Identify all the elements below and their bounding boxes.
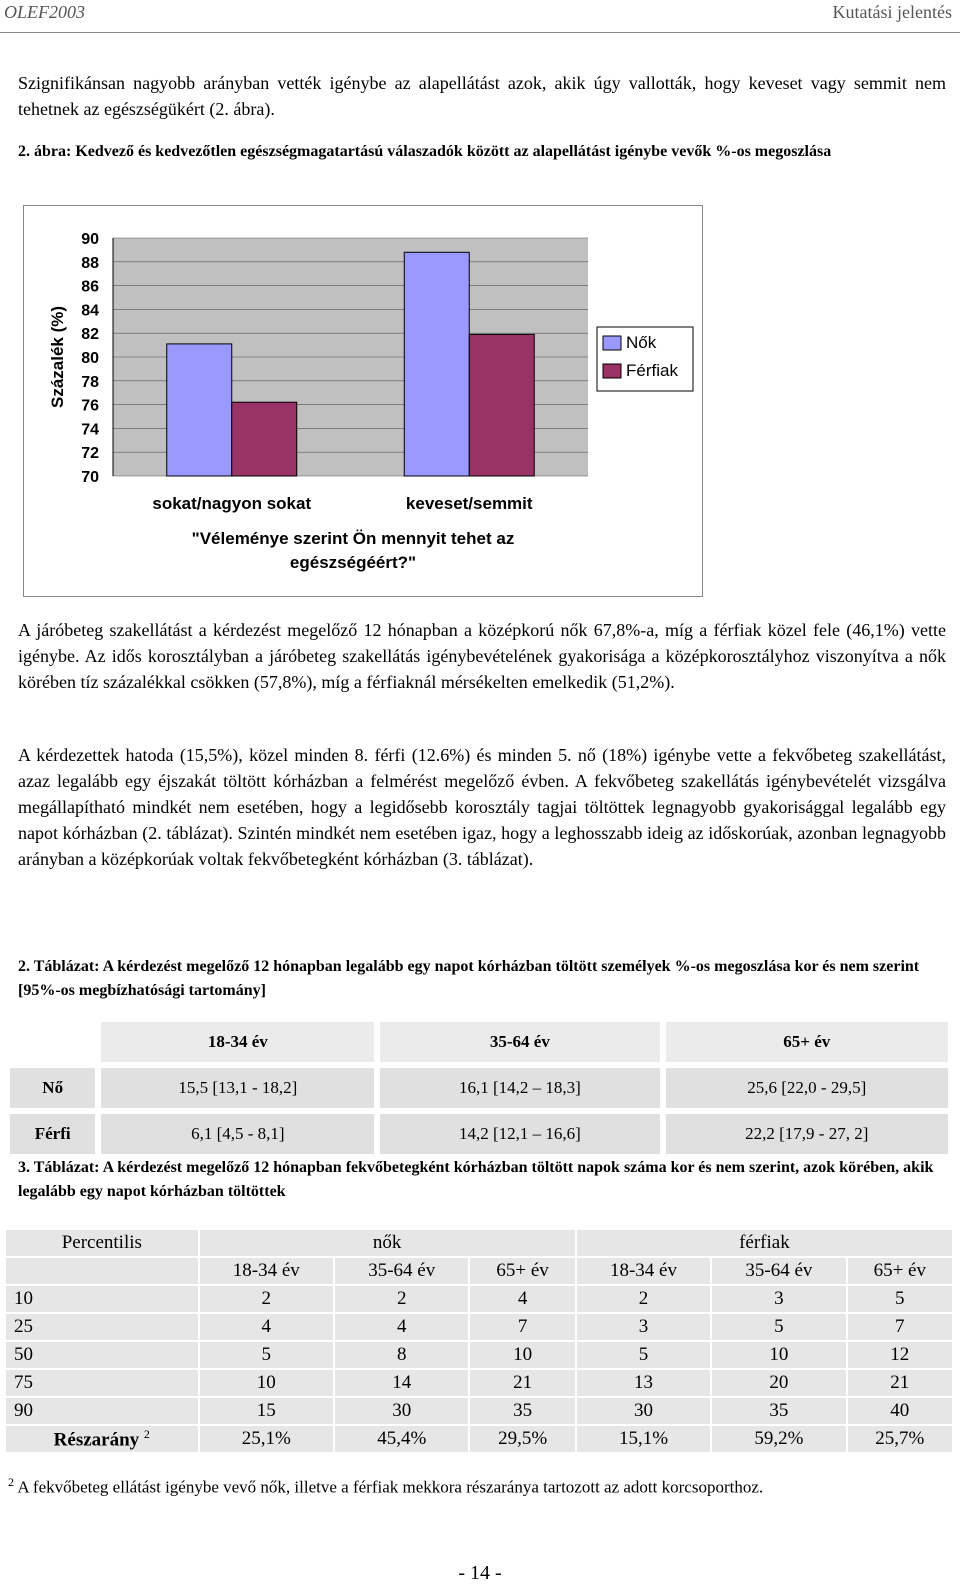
table-cell: 2 [200, 1286, 333, 1312]
table-cell: 15 [200, 1398, 333, 1424]
table-cell: 29,5% [470, 1426, 574, 1452]
footnote [8, 1475, 763, 1498]
table-cell: 10 [470, 1342, 574, 1368]
y-tick-label: 80 [81, 350, 99, 367]
paragraph-2: A kérdezettek hatoda (15,5%), közel minden 8. férfi (12.6%) és minden 5. nő (18%) igénybe vette a fekvőbeteg szakellátást, azaz legalább egy éjszakát töltött kórházban a felmérést megelőző évben. A fekvőbeteg szakellátás igénybevételét vizsgálva megállapítható mindkét nem esetében, hogy a legidősebb korosztály tagjai töltöttek legnagyobb gyakorisággal legalább egy napot kórházban (2. táblázat). Szintén mindkét nem esetében igaz, hogy a leghosszabb ideig az időskorúak, azonban legnagyobb arányban a középkorúak voltak fekvőbetegként kórházban (3. táblázat). [18, 745, 946, 869]
col-header: 65+ év [470, 1258, 574, 1284]
y-tick-label: 90 [81, 231, 99, 248]
x-category-label: sokat/nagyon sokat [152, 494, 312, 513]
table-cell: 2 [335, 1286, 468, 1312]
y-tick-label: 84 [81, 302, 99, 320]
row-label: 50 [6, 1342, 198, 1368]
table-row-share [6, 1426, 952, 1452]
legend [597, 327, 693, 391]
col-header: 65+ év [666, 1022, 948, 1062]
bar-ferfiak [232, 402, 297, 476]
table-corner [10, 1022, 95, 1062]
table-cell: 6,1 [4,5 - 8,1] [101, 1114, 374, 1154]
row-label: 25 [6, 1314, 198, 1340]
col-header: 18-34 év [577, 1258, 710, 1284]
table-cell: 15,5 [13,1 - 18,2] [101, 1068, 374, 1108]
paragraph-1: A járóbeteg szakellátást a kérdezést megelőző 12 hónapban a középkorú nők 67,8%-a, míg a férfiak közel fele (46,1%) vette igénybe. Az idős korosztályban a járóbeteg szakellátás igénybevételének gyakorisága a középkorosztályhoz viszonyítva a nők körében tíz százalékkal csökken (57,8%), míg a férfiaknál mérsékelten emelkedik (51,2%). [18, 620, 946, 692]
row-label: 10 [6, 1286, 198, 1312]
table-cell: 10 [200, 1370, 333, 1396]
table-cell: 21 [848, 1370, 952, 1396]
footnote-ref: 2 [143, 1426, 150, 1441]
table-row [6, 1398, 952, 1424]
table2-caption: 2. Táblázat: A kérdezést megelőző 12 hónapban legalább egy napot kórházban töltött személyek %-os megoszlása kor és nem szerint [95%-os megbízhatósági tartomány] [18, 958, 920, 999]
table-row [6, 1342, 952, 1368]
table-cell: 4 [200, 1314, 333, 1340]
table-cell: 14 [335, 1370, 468, 1396]
table-3 [4, 1228, 954, 1454]
table-cell: 14,2 [12,1 – 16,6] [380, 1114, 659, 1154]
table-cell: 22,2 [17,9 - 27, 2] [666, 1114, 948, 1154]
table-cell: 30 [335, 1398, 468, 1424]
bar-nok [404, 252, 469, 476]
table-cell: 16,1 [14,2 – 18,3] [380, 1068, 659, 1108]
header-left: OLEF2003 [4, 2, 85, 22]
table-cell: 35 [470, 1398, 574, 1424]
y-tick-label: 72 [81, 445, 99, 463]
table-header-row [10, 1022, 948, 1062]
share-label: Részarány [53, 1429, 140, 1451]
x-axis-label-line1: "Véleménye szerint Ön mennyit tehet az [191, 529, 515, 548]
table-cell: 15,1% [577, 1426, 710, 1452]
table-cell: 21 [470, 1370, 574, 1396]
bar-nok [167, 344, 232, 476]
col-header: 65+ év [848, 1258, 952, 1284]
y-tick-label: 88 [81, 254, 99, 272]
x-axis-label-line2: egészségéért?" [289, 553, 417, 572]
table-cell: 35 [712, 1398, 845, 1424]
header-right: Kutatási jelentés [832, 2, 952, 22]
group-header: nők [200, 1230, 575, 1256]
y-tick-label: 82 [81, 326, 99, 344]
col-header: 18-34 év [200, 1258, 333, 1284]
table-corner: Percentilis [6, 1230, 198, 1256]
group-header: férfiak [577, 1230, 952, 1256]
table-cell: 7 [470, 1314, 574, 1340]
table-cell: 4 [335, 1314, 468, 1340]
bar-chart [23, 205, 703, 597]
table-cell: 5 [848, 1286, 952, 1312]
bar-ferfiak [469, 334, 534, 476]
table-cell: 5 [200, 1342, 333, 1368]
table-cell: 25,6 [22,0 - 29,5] [666, 1068, 948, 1108]
row-label: 75 [6, 1370, 198, 1396]
page-header [0, 0, 960, 33]
table-cell: 25,7% [848, 1426, 952, 1452]
table-cell: 59,2% [712, 1426, 845, 1452]
legend-swatch-ferfiak [603, 364, 621, 378]
table-cell: 10 [712, 1342, 845, 1368]
table-cell: 30 [577, 1398, 710, 1424]
table-row [10, 1068, 948, 1108]
table-cell: 2 [577, 1286, 710, 1312]
table-header-row [6, 1258, 952, 1284]
col-header: 35-64 év [335, 1258, 468, 1284]
x-category-label: keveset/semmit [405, 494, 533, 513]
intro-paragraph: Szignifikánsan nagyobb arányban vették igénybe az alapellátást azok, akik úgy vallották, hogy keveset vagy semmit nem tehetnek az egészségükért (2. ábra). [18, 73, 946, 119]
table-row [6, 1314, 952, 1340]
legend-label-ferfiak: Férfiak [626, 361, 678, 380]
col-header: 35-64 év [712, 1258, 845, 1284]
table-2 [4, 1016, 954, 1160]
y-tick-label: 74 [81, 421, 99, 439]
table-cell: 5 [577, 1342, 710, 1368]
table-cell: 20 [712, 1370, 845, 1396]
y-tick-label: 76 [81, 397, 99, 415]
table-cell: 7 [848, 1314, 952, 1340]
row-label: 90 [6, 1398, 198, 1424]
table-cell: 3 [577, 1314, 710, 1340]
y-axis-label: Százalék (%) [48, 305, 67, 409]
table-cell: 4 [470, 1286, 574, 1312]
row-label: Nő [10, 1068, 95, 1108]
y-tick-label: 78 [81, 373, 99, 391]
table-cell: 40 [848, 1398, 952, 1424]
figure-caption: 2. ábra: Kedvező és kedvezőtlen egészségmagatartású válaszadók között az alapellátást igénybe vevők %-os megoszlása [18, 143, 832, 160]
col-header: 18-34 év [101, 1022, 374, 1062]
col-header: 35-64 év [380, 1022, 659, 1062]
row-label [6, 1426, 198, 1452]
row-label: Férfi [10, 1114, 95, 1154]
table-corner [6, 1258, 198, 1284]
y-tick-label: 70 [81, 469, 99, 486]
table-row [6, 1286, 952, 1312]
footnote-mark: 2 [8, 1475, 14, 1489]
table-cell: 25,1% [200, 1426, 333, 1452]
legend-label-nok: Nők [626, 333, 657, 352]
y-tick-labels [81, 231, 99, 486]
table-cell: 45,4% [335, 1426, 468, 1452]
table-cell: 12 [848, 1342, 952, 1368]
table-cell: 8 [335, 1342, 468, 1368]
table-cell: 3 [712, 1286, 845, 1312]
page-number: - 14 - [458, 1562, 502, 1584]
legend-swatch-nok [603, 336, 621, 350]
footnote-text: A fekvőbeteg ellátást igénybe vevő nők, illetve a férfiak mekkora részaránya tartozott az adott korcsoporthoz. [17, 1477, 764, 1497]
y-tick-label: 86 [81, 278, 99, 296]
table-group-row [6, 1230, 952, 1256]
table-row [10, 1114, 948, 1154]
table-cell: 13 [577, 1370, 710, 1396]
table-cell: 5 [712, 1314, 845, 1340]
table3-caption: 3. Táblázat: A kérdezést megelőző 12 hónapban fekvőbetegként kórházban töltött napok száma kor és nem szerint, azok körében, akik legalább egy napot kórházban töltöttek [18, 1159, 934, 1200]
table-row [6, 1370, 952, 1396]
